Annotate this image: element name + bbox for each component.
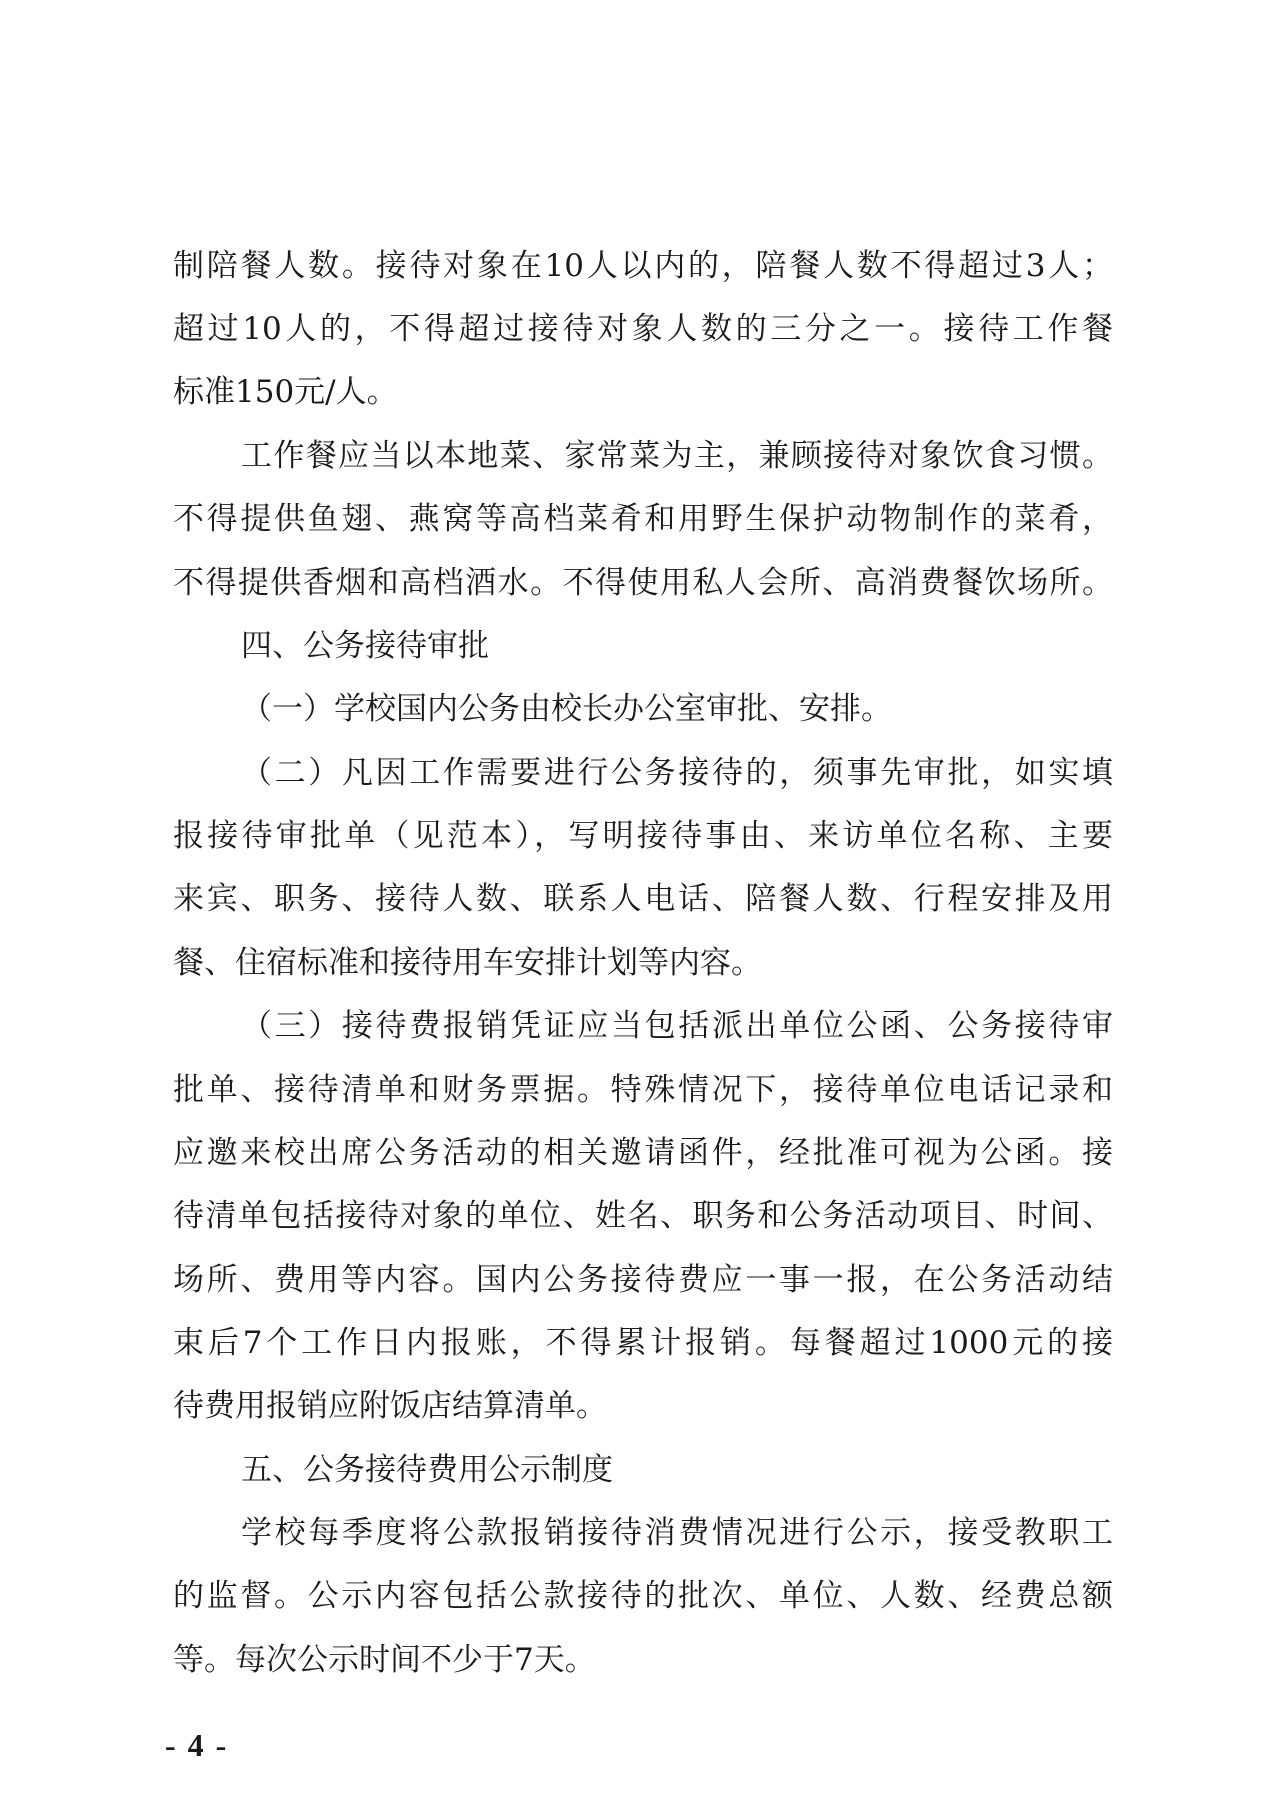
text-line: 束后7个工作日内报账，不得累计报销。每餐超过1000元的接 <box>173 1325 1113 1361</box>
text-line: 餐、住宿标准和接待用车安排计划等内容。 <box>173 945 762 981</box>
text-line: 超过10人的，不得超过接待对象人数的三分之一。接待工作餐 <box>173 311 1113 347</box>
text-line: 场所、费用等内容。国内公务接待费应一事一报，在公务活动结 <box>173 1262 1113 1298</box>
text-line: 来宾、职务、接待人数、联系人电话、陪餐人数、行程安排及用 <box>173 881 1113 917</box>
section-heading: 四、公务接待审批 <box>241 628 489 664</box>
text-line: 待费用报销应附饭店结算清单。 <box>173 1388 607 1424</box>
text-line: 待清单包括接待对象的单位、姓名、职务和公务活动项目、时间、 <box>173 1198 1113 1234</box>
section-heading: 五、公务接待费用公示制度 <box>241 1452 613 1488</box>
text-line: 报接待审批单（见范本），写明接待事由、来访单位名称、主要 <box>173 818 1113 854</box>
paragraph-first-line: （一）学校国内公务由校长办公室审批、安排。 <box>241 691 892 727</box>
paragraph-first-line: 学校每季度将公款报销接待消费情况进行公示，接受教职工 <box>241 1515 1113 1551</box>
paragraph-first-line: （二）凡因工作需要进行公务接待的，须事先审批，如实填 <box>241 755 1113 791</box>
text-line: 制陪餐人数。接待对象在10人以内的，陪餐人数不得超过3人； <box>173 248 1113 284</box>
page-number: - 4 - <box>165 1727 229 1763</box>
text-line: 应邀来校出席公务活动的相关邀请函件，经批准可视为公函。接 <box>173 1135 1113 1171</box>
text-line: 等。每次公示时间不少于7天。 <box>173 1642 596 1678</box>
text-line: 不得提供鱼翅、燕窝等高档菜肴和用野生保护动物制作的菜肴， <box>173 501 1113 537</box>
text-line: 批单、接待清单和财务票据。特殊情况下，接待单位电话记录和 <box>173 1072 1113 1108</box>
paragraph-first-line: 工作餐应当以本地菜、家常菜为主，兼顾接待对象饮食习惯。 <box>241 438 1113 474</box>
text-line: 不得提供香烟和高档酒水。不得使用私人会所、高消费餐饮场所。 <box>173 565 1113 601</box>
paragraph-first-line: （三）接待费报销凭证应当包括派出单位公函、公务接待审 <box>241 1008 1113 1044</box>
text-line: 标准150元/人。 <box>173 374 398 410</box>
text-line: 的监督。公示内容包括公款接待的批次、单位、人数、经费总额 <box>173 1578 1113 1614</box>
